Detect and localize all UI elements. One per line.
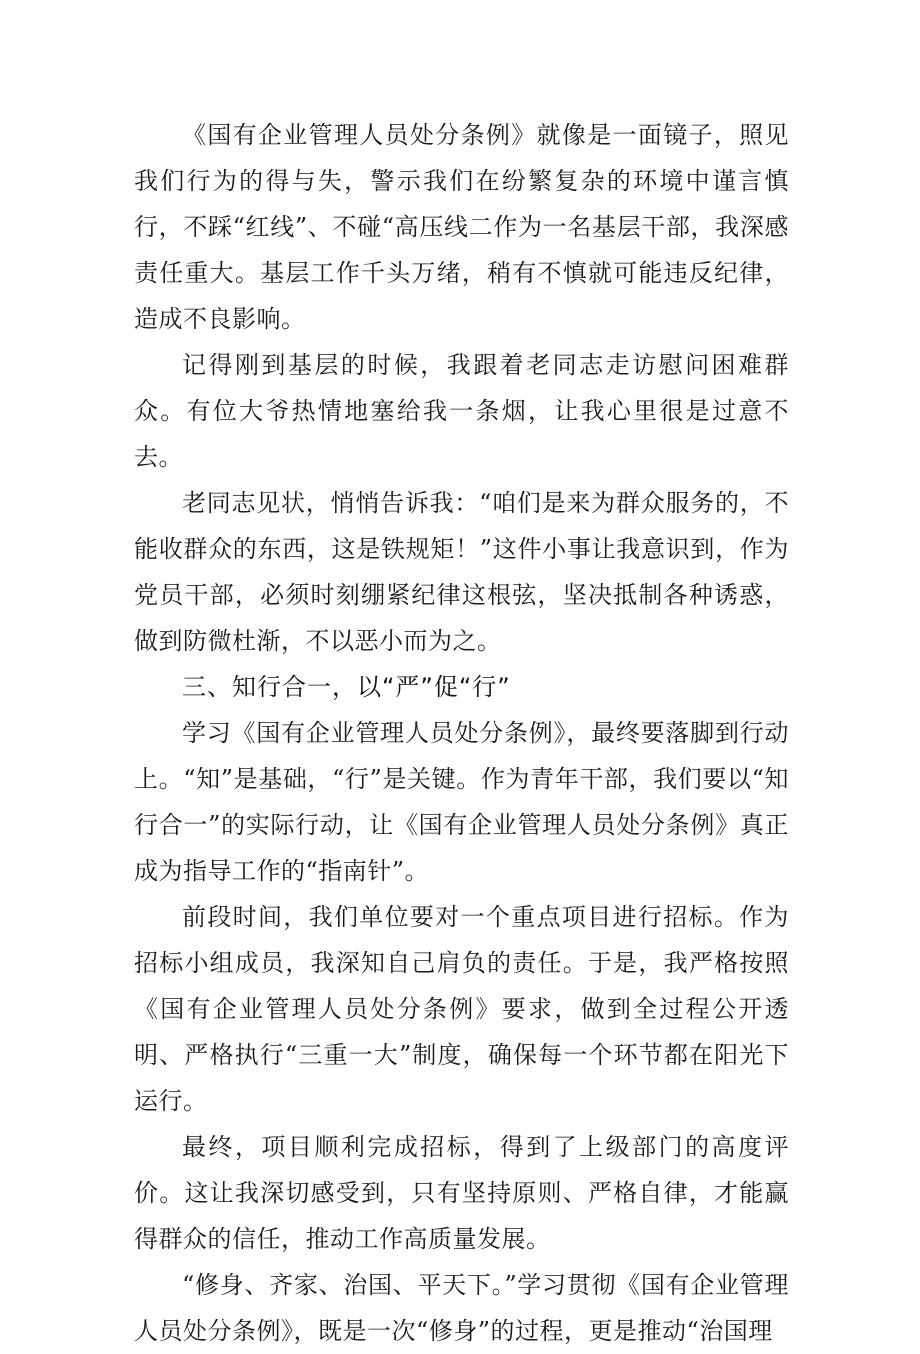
paragraph-knowledge-action: 学习《国有企业管理人员处分条例》，最终要落脚到行动上。“知”是基础，“行”是关键。作为青年干部，我们要以“知行合一”的实际行动，让《国有企业管理人员处分条例》真正成为指导工作的“指南针”。 — [134, 719, 789, 885]
paragraph-self-cultivation: “修身、齐家、治国、平天下。”学习贯彻《国有企业管理人员处分条例》，既是一次“修身”的过程，更是推动“治国理 — [134, 1271, 789, 1345]
document-body — [134, 112, 789, 1354]
paragraph-mirror: 《国有企业管理人员处分条例》就像是一面镜子，照见我们行为的得与失，警示我们在纷繁复杂的环境中谨言慎行，不踩“红线”、不碰“高压线二作为一名基层干部，我深感责任重大。基层工作千头万绪，稍有不慎就可能违反纪律，造成不良影响。 — [134, 121, 789, 333]
paragraph-bidding: 前段时间，我们单位要对一个重点项目进行招标。作为招标小组成员，我深知自己肩负的责任。于是，我严格按照《国有企业管理人员处分条例》要求，做到全过程公开透明、严格执行“三重一大”制度，确保每一个环节都在阳光下运行。 — [134, 903, 789, 1115]
paragraph-result: 最终，项目顺利完成招标，得到了上级部门的高度评价。这让我深切感受到，只有坚持原则、严格自律，才能赢得群众的信任，推动工作高质量发展。 — [134, 1133, 789, 1253]
paragraph-iron-rule: 老同志见状，悄悄告诉我：“咱们是来为群众服务的，不能收群众的东西，这是铁规矩！”这件小事让我意识到，作为党员干部，必须时刻绷紧纪律这根弦，坚决抵制各种诱惑，做到防微杜渐，不以恶小而为之。 — [134, 489, 789, 655]
paragraph-grassroots-visit: 记得刚到基层的时候，我跟着老同志走访慰问困难群众。有位大爷热情地塞给我一条烟，让我心里很是过意不去。 — [134, 351, 789, 471]
section-heading: 三、知行合一，以“严”促“行” — [182, 673, 511, 701]
